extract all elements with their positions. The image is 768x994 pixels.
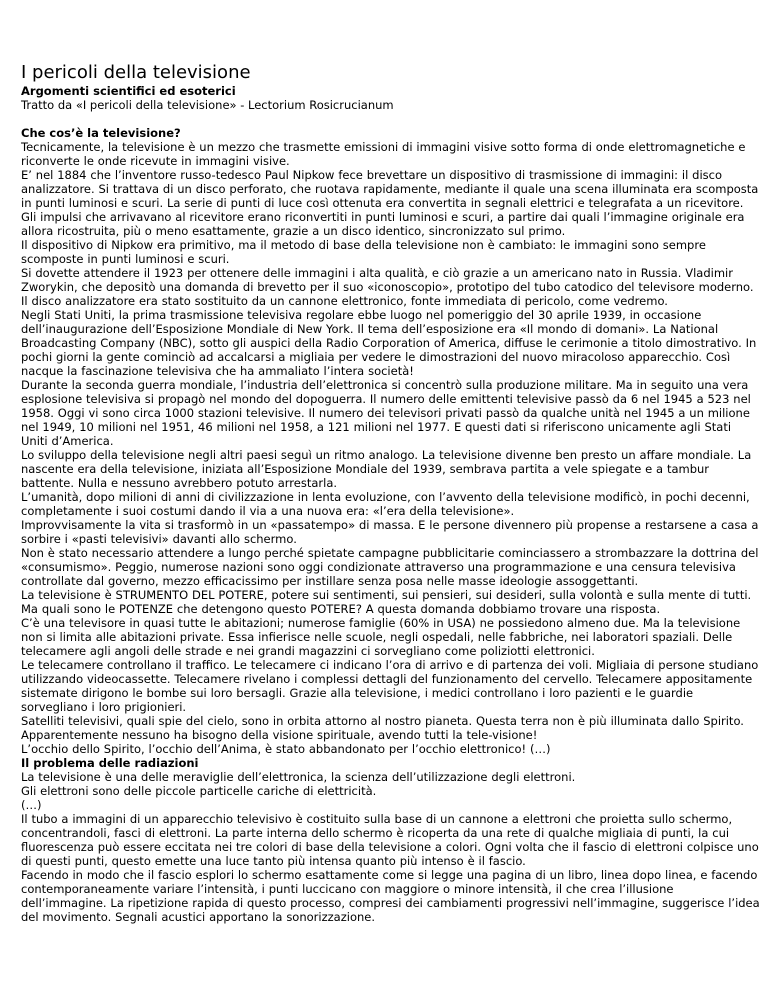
paragraph: Si dovette attendere il 1923 per ottenere delle immagini i alta qualità, e ciò grazie a un americano nato in Russia. Vladimir Zworykin, che depositò una domanda di brevetto per il suo «iconoscopio», prototipo del tubo catodico del televisore moderno. Il disco analizzatore era stato sostituito da un cannone elettronico, fonte immediata di pericolo, come vedremo. bbox=[21, 266, 754, 308]
paragraph: Gli elettroni sono delle piccole particelle cariche di elettricità. bbox=[21, 784, 377, 798]
paragraph: Tecnicamente, la televisione è un mezzo che trasmette emissioni di immagini visive sotto forma di onde elettromagnetiche e riconverte le onde ricevute in immagini visive. bbox=[21, 140, 746, 168]
document-category: Argomenti scientifici ed esoterici bbox=[21, 84, 236, 98]
section-heading-radiation: Il problema delle radiazioni bbox=[21, 756, 199, 770]
paragraph: Improvvisamente la vita si trasformò in un «passatempo» di massa. E le persone divennero più propense a restarsene a casa a sorbire i «pasti televisivi» davanti allo schermo. bbox=[21, 518, 759, 546]
document-page bbox=[21, 62, 761, 924]
paragraph: C’è una televisore in quasi tutte le abitazioni; numerose famiglie (60% in USA) ne possiedono almeno due. Ma la televisione non si limita alle abitazioni private. Essa infierisce nelle scuole, negli ospedali, nelle fabbriche, nei laboratori spaziali. Delle telecamere agli angoli delle strade e nei grandi magazzini ci sorvegliano come poliziotti elettronici. bbox=[21, 616, 741, 658]
section-body-what-is-tv bbox=[21, 140, 761, 756]
paragraph: E’ nel 1884 che l’inventore russo-tedesco Paul Nipkow fece brevettare un dispositivo di trasmissione di immagini: il disco analizzatore. Si trattava di un disco perforato, che ruotava rapidamente, mediante il quale una scena illuminata era scomposta in punti luminosi e scuri. La serie di punti di luce così ottenuta era convertita in segnali elettrici e telegrafata a un ricevitore. Gli impulsi che arrivavano al ricevitore erano riconvertiti in punti luminosi e scuri, a partire dai quali l’immagine originale era allora ricostruita, più o meno esattamente, grazie a un disco identico, sincronizzato sul primo. bbox=[21, 168, 759, 238]
paragraph: La televisione è una delle meraviglie dell’elettronica, la scienza dell’utilizzazione degli elettroni. bbox=[21, 770, 576, 784]
document-source: Tratto da «I pericoli della televisione» - Lectorium Rosicrucianum bbox=[21, 98, 394, 112]
paragraph: L’occhio dello Spirito, l’occhio dell’Anima, è stato abbandonato per l’occhio elettronico! (…) bbox=[21, 742, 551, 756]
paragraph: Negli Stati Uniti, la prima trasmissione televisiva regolare ebbe luogo nel pomeriggio del 30 aprile 1939, in occasione dell’inaugurazione dell’Esposizione Mondiale di New York. Il tema dell’esposizione era «Il mondo di domani». La National Broadcasting Company (NBC), sotto gli auspici della Radio Corporation of America, diffuse le cerimonie a titolo dimostrativo. In pochi giorni la gente cominciò ad accalcarsi a migliaia per vedere le dimostrazioni del nuovo miracoloso apparecchio. Così nacque la fascinazione televisiva che ha ammaliato l’intera società! bbox=[21, 308, 757, 378]
section-heading-what-is-tv: Che cos’è la televisione? bbox=[21, 126, 181, 140]
spacer bbox=[21, 112, 761, 126]
paragraph: Durante la seconda guerra mondiale, l’industria dell’elettronica si concentrò sulla produzione militare. Ma in seguito una vera esplosione televisiva si propagò nel mondo del dopoguerra. Il numero delle emittenti televisive passò da 6 nel 1945 a 523 nel 1958. Oggi vi sono circa 1000 stazioni televisive. Il numero dei televisori privati passò da qualche unità nel 1945 a un milione nel 1949, 10 milioni nel 1951, 46 milioni nel 1958, a 121 milioni nel 1977. E questi dati si riferiscono unicamente agli Stati Uniti d’America. bbox=[21, 378, 751, 448]
paragraph: Il tubo a immagini di un apparecchio televisivo è costituito sulla base di un cannone a elettroni che proietta sullo schermo, concentrandoli, fasci di elettroni. La parte interna dello schermo è ricoperta da una rete di qualche migliaia di punti, la cui fluorescenza può essere eccitata nei tre colori di base della televisione a colori. Ogni volta che il fascio di elettroni colpisce uno di questi punti, questo emette una luce tanto più intensa quanto più intenso è il fascio. bbox=[21, 812, 759, 868]
paragraph: Facendo in modo che il fascio esplori lo schermo esattamente come si legge una pagina di un libro, linea dopo linea, e facendo contemporaneamente variare l’intensità, i punti luccicano con maggiore o minore intensità, il che crea l’illusione dell’immagine. La ripetizione rapida di questo processo, compresi dei cambiamenti progressivi nell’immagine, suggerisce l’idea del movimento. Segnali acustici apportano la sonorizzazione. bbox=[21, 868, 760, 924]
document-title: I pericoli della televisione bbox=[21, 62, 251, 83]
section-body-radiation bbox=[21, 770, 761, 924]
paragraph: (…) bbox=[21, 798, 42, 812]
paragraph: Il dispositivo di Nipkow era primitivo, ma il metodo di base della televisione non è cambiato: le immagini sono sempre scomposte in punti luminosi e scuri. bbox=[21, 238, 706, 266]
paragraph: Satelliti televisivi, quali spie del cielo, sono in orbita attorno al nostro pianeta. Questa terra non è più illuminata dallo Spirito. Apparentemente nessuno ha bisogno della visione spirituale, avendo tutti la tele-visione! bbox=[21, 714, 744, 742]
paragraph: Non è stato necessario attendere a lungo perché spietate campagne pubblicitarie cominciassero a strombazzare la dottrina del «consumismo». Peggio, numerose nazioni sono oggi condizionate attraverso una programmazione e una censura televisiva controllate dal governo, mezzo efficacissimo per instillare senza posa nelle masse ideologie assoggettanti. bbox=[21, 546, 759, 588]
paragraph: Le telecamere controllano il traffico. Le telecamere ci indicano l’ora di arrivo e di partenza dei voli. Migliaia di persone studiano utilizzando videocassette. Telecamere rivelano i complessi dettagli del funzionamento del cervello. Telecamere appositamente sistemate dirigono le bombe sui loro bersagli. Grazie alla televisione, i medici controllano i loro pazienti e le guardie sorvegliano i loro prigionieri. bbox=[21, 658, 759, 714]
paragraph: L’umanità, dopo milioni di anni di civilizzazione in lenta evoluzione, con l’avvento della televisione modificò, in pochi decenni, completamente i suoi costumi dando il via a una nuova era: «l’era della televisione». bbox=[21, 490, 750, 518]
paragraph: La televisione è STRUMENTO DEL POTERE, potere sui sentimenti, sui pensieri, sui desideri, sulla volontà e sulla mente di tutti. Ma quali sono le POTENZE che detengono questo POTERE? A questa domanda dobbiamo trovare una risposta. bbox=[21, 588, 752, 616]
paragraph: Lo sviluppo della televisione negli altri paesi seguì un ritmo analogo. La televisione divenne ben presto un affare mondiale. La nascente era della televisione, iniziata all’Esposizione Mondiale del 1939, sembrava partita a vele spiegate e a tambur battente. Nulla e nessuno avrebbero potuto arrestarla. bbox=[21, 448, 752, 490]
